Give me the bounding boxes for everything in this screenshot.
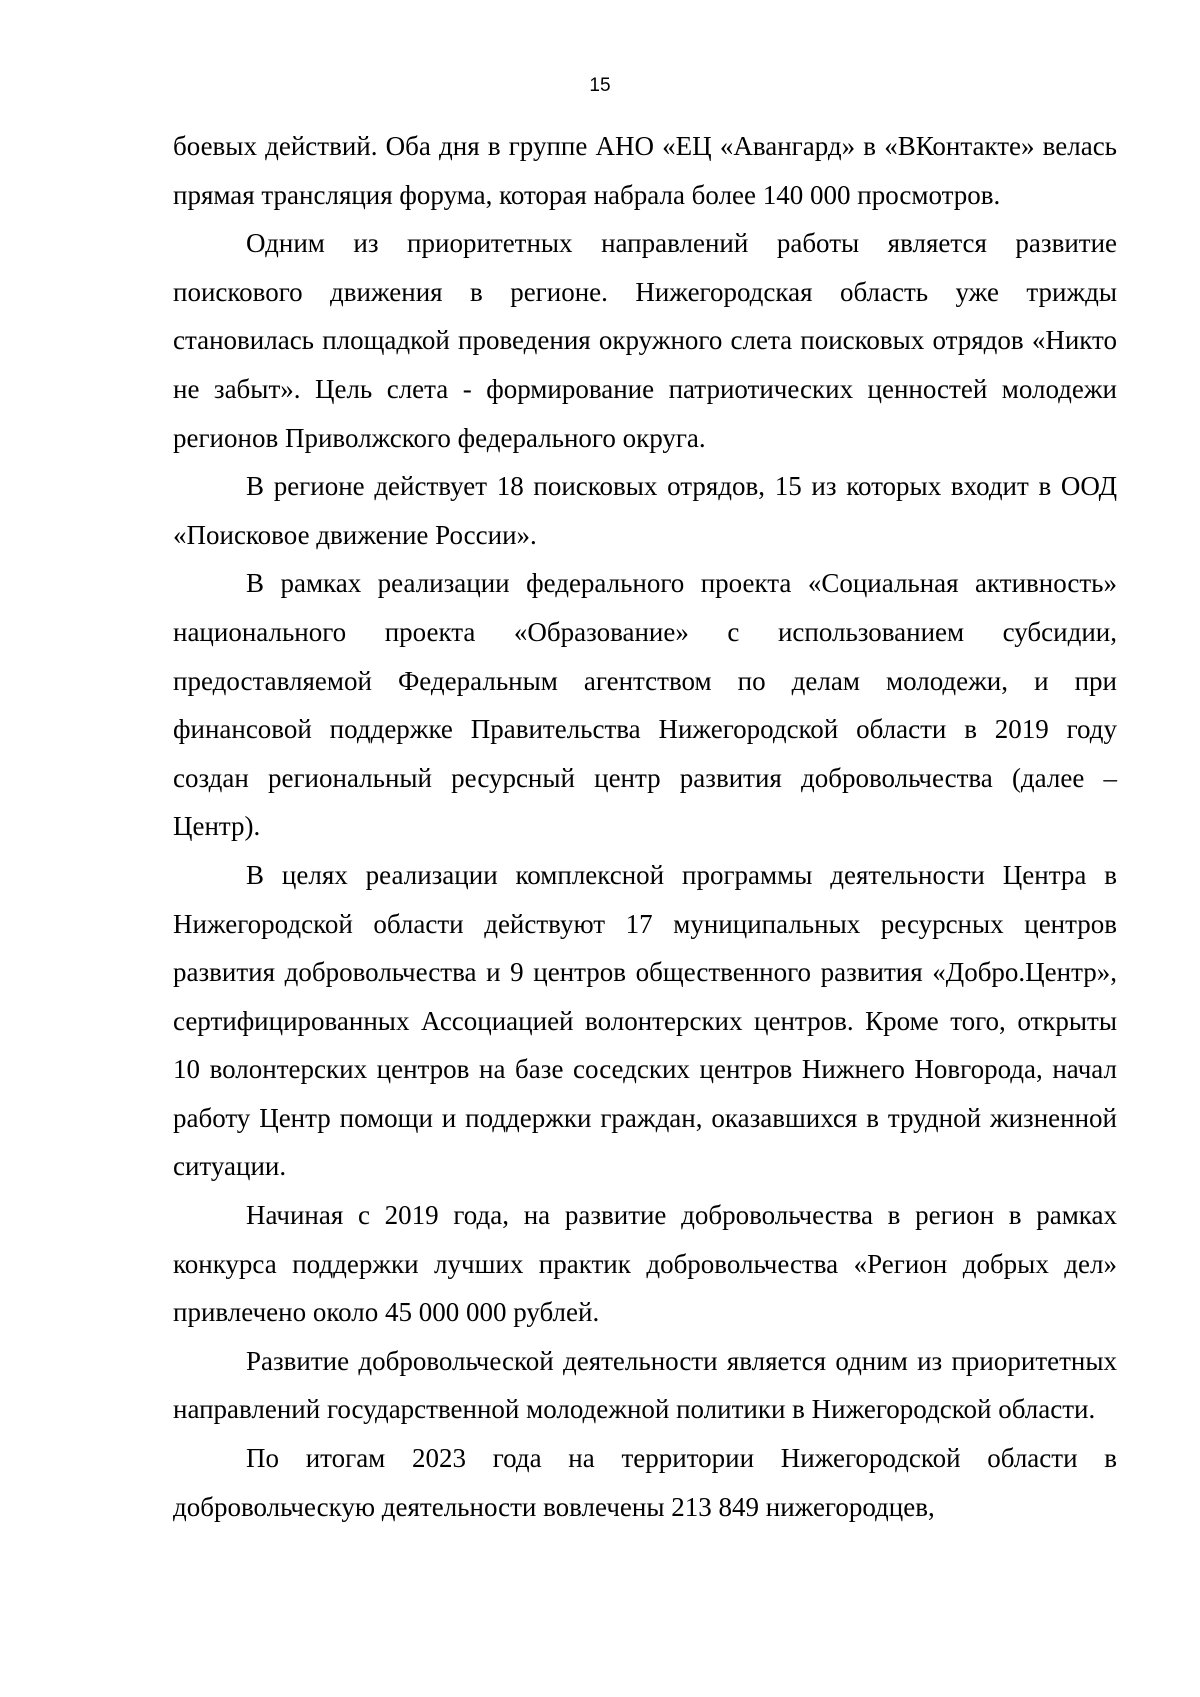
paragraph-2023-results: По итогам 2023 года на территории Нижегородской области в добровольческую деятельности вовлечены 213 849 нижегородцев,: [173, 1443, 1117, 1522]
page-number: 15: [589, 75, 611, 96]
paragraph-search-movement: Одним из приоритетных направлений работы является развитие поискового движения в регионе. Нижегородская область уже трижды становилась площадкой проведения окружного слета поисковых отрядов «Никто не забыт». Цель слета - формирование патриотических ценностей молодежи регионов Приволжского федерального округа.: [173, 228, 1117, 453]
paragraph-continuation: боевых действий. Оба дня в группе АНО «ЕЦ «Авангард» в «ВКонтакте» велась прямая трансляция форума, которая набрала более 140 000 просмотров.: [173, 131, 1117, 210]
body-text: [173, 122, 1117, 1531]
paragraph-volunteering-priority: Развитие добровольческой деятельности является одним из приоритетных направлений государственной молодежной политики в Нижегородской области.: [173, 1345, 1117, 1425]
paragraph-center-program: В целях реализации комплексной программы деятельности Центра в Нижегородской области действуют 17 муниципальных ресурсных центров развития добровольчества и 9 центров общественного развития «Добро.Центр», сертифицированных Ассоциацией волонтерских центров. Кроме того, открыты 10 волонтерских центров на базе соседских центров Нижнего Новгорода, начал работу Центр помощи и поддержки граждан, оказавшихся в трудной жизненной ситуации.: [173, 859, 1117, 1182]
paragraph-resource-center: В рамках реализации федерального проекта «Социальная активность» национального проекта «Образование» с использованием субсидии, предоставляемой Федеральным агентством по делам молодежи, и при финансовой поддержке Правительства Нижегородской области в 2019 году создан региональный ресурсный центр развития добровольчества (далее – Центр).: [173, 568, 1117, 842]
paragraph-search-teams: В регионе действует 18 поисковых отрядов, 15 из которых входит в ООД «Поисковое движение России».: [173, 471, 1117, 550]
paragraph-funding: Начиная с 2019 года, на развитие добровольчества в регион в рамках конкурса поддержки лучших практик добровольчества «Регион добрых дел» привлечено около 45 000 000 рублей.: [173, 1200, 1117, 1328]
